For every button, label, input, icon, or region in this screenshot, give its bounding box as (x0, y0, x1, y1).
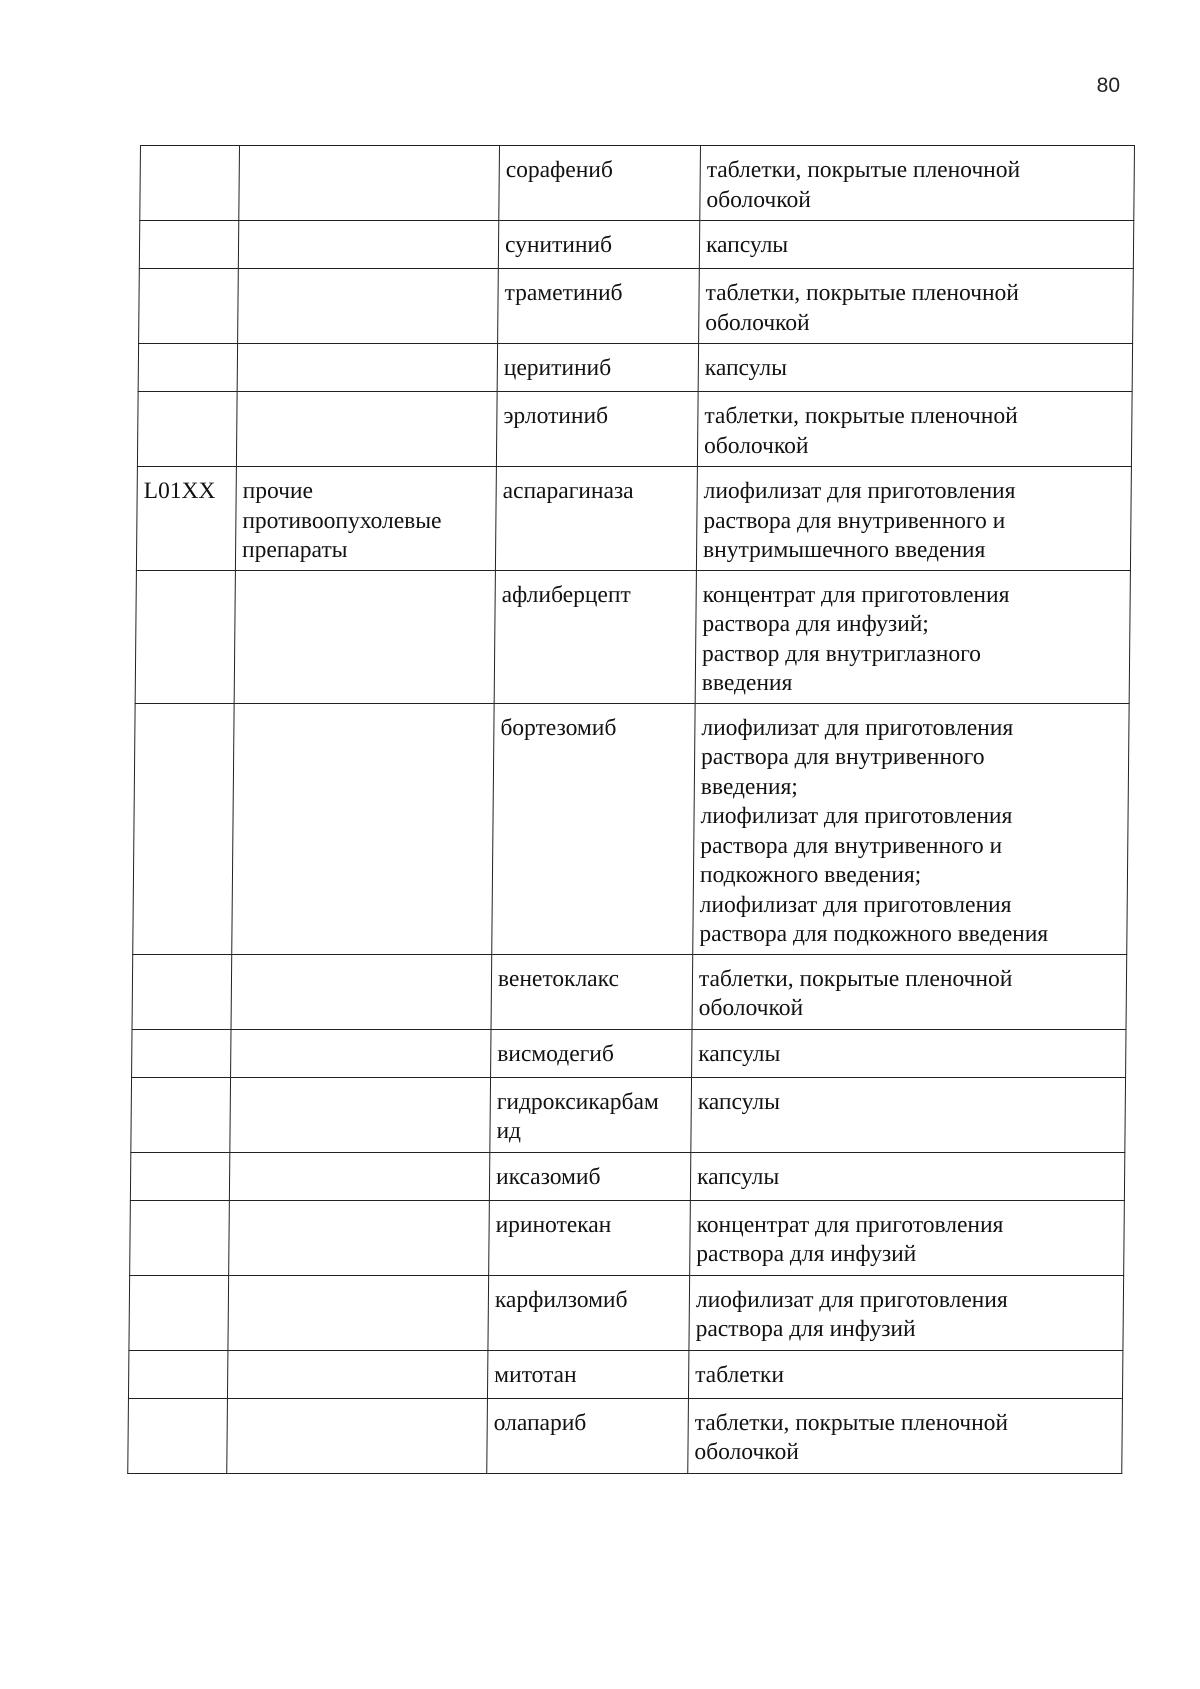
cell-text-line: капсулы (697, 1088, 781, 1115)
cell-text-line: траметиниб (504, 280, 623, 306)
cell-text-line: введения (701, 670, 793, 696)
table-row (131, 1077, 1126, 1152)
atc-code-cell (137, 392, 237, 467)
cell-text-line: противоопухолевые (242, 507, 442, 534)
cell-text-line: раствора для внутривенного (701, 744, 985, 770)
drug-name-cell (488, 1275, 690, 1350)
pharmacological-group-cell (231, 1029, 491, 1077)
cell-text-line: лиофилизат для приготовления (703, 478, 1016, 504)
table-row (139, 221, 1133, 269)
cell-text-line: аспарагиназа (502, 478, 634, 504)
table-row (139, 269, 1134, 344)
cell-text-line: таблетки (695, 1361, 785, 1388)
atc-code-cell (132, 1029, 231, 1077)
table-row (132, 954, 1127, 1029)
table-row (130, 1200, 1125, 1275)
cell-text-line: L01XX (143, 478, 216, 504)
page-number: 80 (1096, 74, 1120, 97)
drug-table-body (128, 146, 1135, 1474)
cell-text-line: висмодегиб (497, 1040, 615, 1067)
cell-text-line: лиофилизат для приготовления (695, 1286, 1008, 1313)
dosage-form-cell (696, 467, 1131, 571)
cell-text-line: прочие (242, 478, 314, 504)
cell-text-line: раствора для инфузий (695, 1316, 916, 1342)
atc-code-cell (132, 954, 232, 1029)
drug-table (127, 145, 1135, 1474)
dosage-form-cell (690, 1200, 1125, 1275)
dosage-form-cell (692, 954, 1127, 1029)
pharmacological-group-cell (234, 570, 495, 703)
pharmacological-group-cell (227, 1398, 488, 1473)
drug-name-cell (495, 467, 697, 571)
dosage-form-cell (695, 570, 1130, 703)
table-row (140, 146, 1135, 221)
drug-name-cell (491, 954, 693, 1029)
dosage-form-cell (688, 1350, 1122, 1398)
table-row (128, 1398, 1123, 1473)
cell-text-line: раствор для внутриглазного (701, 640, 982, 667)
pharmacological-group-cell (238, 269, 499, 344)
drug-name-cell (492, 703, 695, 954)
cell-text-line: таблетки, покрытые пленочной (694, 1409, 1009, 1436)
drug-name-cell (499, 146, 701, 221)
cell-text-line: ид (496, 1118, 522, 1144)
cell-text-line: сунитиниб (504, 232, 613, 258)
drug-name-cell (489, 1152, 690, 1200)
cell-text-line: гидроксикарбам (496, 1088, 659, 1115)
table-row (133, 703, 1129, 954)
drug-name-cell (496, 392, 698, 467)
drug-name-cell (491, 1029, 692, 1077)
drug-name-cell (498, 221, 699, 269)
atc-code-cell (140, 146, 240, 221)
cell-text-line: таблетки, покрытые пленочной (704, 403, 1018, 429)
pharmacological-group-cell (238, 221, 498, 269)
drug-name-cell (487, 1398, 689, 1473)
cell-text-line: подкожного введения; (699, 862, 922, 888)
atc-code-cell (129, 1275, 229, 1350)
cell-text-line: раствора для инфузий (696, 1241, 917, 1267)
cell-text-line: капсулы (704, 355, 788, 381)
atc-code-cell (136, 467, 236, 571)
cell-text-line: эрлотиниб (503, 403, 609, 429)
cell-text-line: оболочкой (698, 995, 804, 1021)
atc-code-cell (139, 221, 238, 269)
atc-code-cell (133, 703, 234, 954)
cell-text-line: введения; (700, 773, 799, 800)
pharmacological-group-cell (236, 392, 497, 467)
pharmacological-group-cell (231, 954, 492, 1029)
dosage-form-cell (691, 1077, 1126, 1152)
cell-text-line: карфилзомиб (494, 1286, 628, 1313)
drug-name-cell (487, 1350, 688, 1398)
cell-text-line: раствора для внутривенного и (703, 507, 1006, 534)
atc-code-cell (130, 1200, 230, 1275)
cell-text-line: препараты (241, 537, 348, 563)
table-row (130, 1152, 1124, 1200)
dosage-form-cell (698, 344, 1132, 392)
table-row (128, 1350, 1122, 1398)
cell-text-line: венетоклакс (497, 965, 620, 992)
cell-text-line: оболочкой (703, 432, 809, 459)
cell-text-line: церитиниб (503, 355, 612, 381)
cell-text-line: сорафениб (505, 157, 614, 183)
drug-name-cell (497, 344, 698, 392)
table-row (136, 467, 1131, 571)
atc-code-cell (138, 344, 237, 392)
cell-text-line: капсулы (696, 1163, 780, 1190)
table-row (129, 1275, 1124, 1350)
cell-text-line: иринотекан (495, 1211, 612, 1238)
cell-text-line: таблетки, покрытые пленочной (698, 965, 1013, 992)
pharmacological-group-cell (230, 1077, 491, 1152)
drug-name-cell (489, 1200, 691, 1275)
dosage-form-cell (697, 392, 1132, 467)
drug-name-cell (494, 570, 696, 703)
cell-text-line: бортезомиб (500, 714, 617, 741)
pharmacological-group-cell (232, 703, 494, 954)
drug-name-cell (490, 1077, 692, 1152)
cell-text-line: иксазомиб (495, 1163, 601, 1190)
pharmacological-group-cell (235, 467, 496, 571)
atc-code-cell (131, 1077, 231, 1152)
drug-name-cell (498, 269, 700, 344)
pharmacological-group-cell (229, 1200, 490, 1275)
table-row (135, 570, 1130, 703)
cell-text-line: раствора для инфузий; (702, 611, 930, 637)
cell-text-line: капсулы (705, 232, 789, 258)
cell-text-line: оболочкой (694, 1439, 799, 1465)
table-row (132, 1029, 1126, 1077)
pharmacological-group-cell (239, 146, 500, 221)
pharmacological-group-cell (227, 1350, 487, 1398)
cell-text-line: лиофилизат для приготовления (701, 714, 1014, 741)
cell-text-line: митотан (494, 1361, 577, 1388)
cell-text-line: внутримышечного введения (702, 537, 986, 563)
atc-code-cell (128, 1350, 227, 1398)
dosage-form-cell (700, 146, 1135, 221)
cell-text-line: афлиберцепт (501, 581, 631, 608)
dosage-form-cell (690, 1152, 1124, 1200)
dosage-form-cell (699, 269, 1134, 344)
cell-text-line: лиофилизат для приготовления (699, 891, 1012, 918)
dosage-form-cell (693, 703, 1129, 954)
cell-text-line: раствора для внутривенного и (700, 832, 1003, 859)
dosage-form-cell (692, 1029, 1126, 1077)
dosage-form-cell (689, 1275, 1124, 1350)
cell-text-line: концентрат для приготовления (702, 581, 1010, 608)
table-row (137, 392, 1132, 467)
pharmacological-group-cell (228, 1275, 489, 1350)
pharmacological-group-cell (229, 1152, 489, 1200)
atc-code-cell (135, 570, 235, 703)
cell-text-line: оболочкой (706, 186, 811, 213)
atc-code-cell (130, 1152, 229, 1200)
table-row (138, 344, 1132, 392)
cell-text-line: таблетки, покрытые пленочной (706, 157, 1021, 183)
cell-text-line: оболочкой (705, 309, 810, 336)
cell-text-line: лиофилизат для приготовления (700, 803, 1013, 829)
cell-text-line: раствора для подкожного введения (699, 921, 1049, 947)
cell-text-line: олапариб (493, 1409, 587, 1436)
atc-code-cell (139, 269, 239, 344)
pharmacological-group-cell (237, 344, 497, 392)
atc-code-cell (128, 1398, 228, 1473)
cell-text-line: таблетки, покрытые пленочной (705, 280, 1020, 306)
dosage-form-cell (699, 221, 1133, 269)
dosage-form-cell (688, 1398, 1123, 1473)
cell-text-line: концентрат для приготовления (696, 1211, 1004, 1238)
cell-text-line: капсулы (698, 1040, 781, 1067)
